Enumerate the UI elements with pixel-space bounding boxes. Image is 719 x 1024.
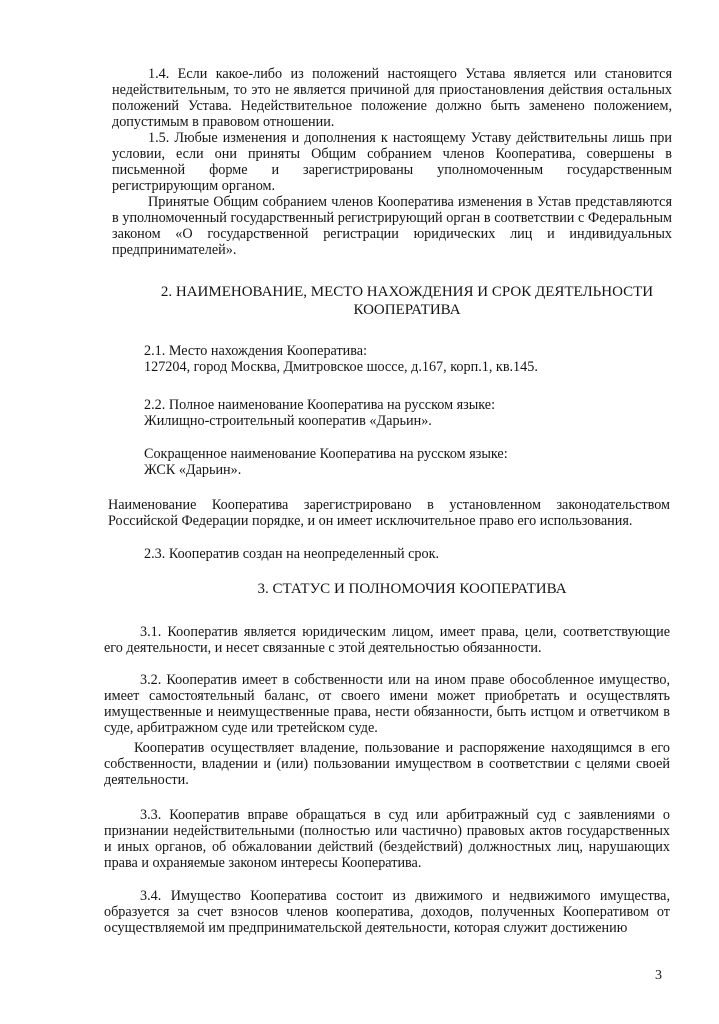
clause-2-2-label: 2.2. Полное наименование Кооператива на русском языке: xyxy=(144,397,496,413)
short-name-value: ЖСК «Дарьин». xyxy=(144,462,242,478)
section-2-heading xyxy=(112,283,702,319)
clause-2-1-label: 2.1. Место нахождения Кооператива: xyxy=(144,343,368,359)
section-2-heading-line1: 2. НАИМЕНОВАНИЕ, МЕСТО НАХОЖДЕНИЯ И СРОК ДЕЯТЕЛЬНОСТИ xyxy=(160,284,654,300)
short-name-label: Сокращенное наименование Кооператива на русском языке: xyxy=(144,446,508,462)
clause-1-5: 1.5. Любые изменения и дополнения к настоящему Уставу действительны лишь при условии, если они приняты Общим собранием членов Кооператива, совершены в письменной форме и зарегистрированы уполномоченным государственным регистрирующим органом. xyxy=(112,130,672,194)
page-number: 3 xyxy=(655,968,662,983)
clause-1-4: 1.4. Если какое-либо из положений настоящего Устава является или становится недействительным, то это не является причиной для приостановления действия остальных положений Устава. Недействительное положение должно быть заменено положением, допустимым в правовом отношении. xyxy=(112,66,672,130)
clause-3-3: 3.3. Кооператив вправе обращаться в суд или арбитражный суд с заявлениями о признании недействительными (полностью или частично) правовых актов государственных и иных органов, об обжаловании действий (бездействий) должностных лиц, нарушающих права и охраняемые законом интересы Кооператива. xyxy=(104,807,670,871)
clause-3-1: 3.1. Кооператив является юридическим лицом, имеет права, цели, соответствующие его деятельности, и несет связанные с этой деятельностью обязанности. xyxy=(104,624,670,656)
clause-2-1-address: 127204, город Москва, Дмитровское шоссе, д.167, корп.1, кв.145. xyxy=(144,359,538,375)
clause-2-2-full-name: Жилищно-строительный кооператив «Дарьин». xyxy=(144,413,432,429)
clause-3-2-ownership: Кооператив осуществляет владение, пользование и распоряжение находящимся в его собственности, владении и (или) пользовании имуществом в соответствии с целями своей деятельности. xyxy=(104,740,670,788)
clause-1-5-amendments: Принятые Общим собранием членов Кооператива изменения в Устав представляются в уполномоченный государственный регистрирующий орган в соответствии с Федеральным законом «О государственной регистрации юридических лиц и индивидуальных предпринимателей». xyxy=(112,194,672,258)
name-registration: Наименование Кооператива зарегистрировано в установленном законодательством Российской Федерации порядке, и он имеет исключительное право его использования. xyxy=(108,497,670,529)
clause-3-4: 3.4. Имущество Кооператива состоит из движимого и недвижимого имущества, образуется за счет взносов членов кооператива, доходов, полученных Кооперативом от осуществляемой им предпринимательской деятельности, которая служит достижению xyxy=(104,888,670,936)
clause-3-2: 3.2. Кооператив имеет в собственности или на ином праве обособленное имущество, имеет самостоятельный баланс, от своего имени может приобретать и осуществлять имущественные и неимущественные права, нести обязанности, быть истцом и ответчиком в суде, арбитражном суде или третейском суде. xyxy=(104,672,670,736)
section-3-heading: 3. СТАТУС И ПОЛНОМОЧИЯ КООПЕРАТИВА xyxy=(257,581,567,597)
clause-2-3: 2.3. Кооператив создан на неопределенный срок. xyxy=(144,546,440,562)
section-2-heading-line2: КООПЕРАТИВА xyxy=(353,302,461,318)
